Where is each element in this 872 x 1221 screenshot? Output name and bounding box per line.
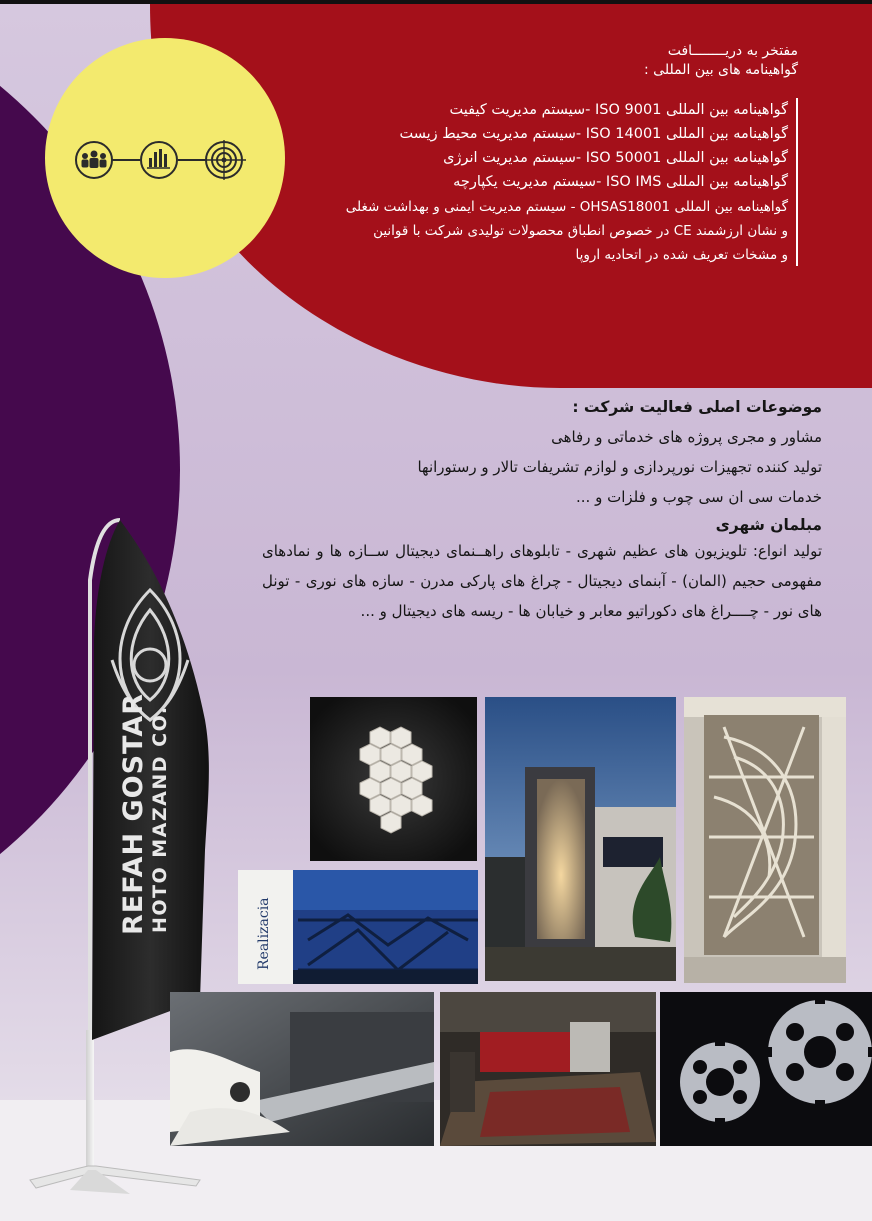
brand-line-2: HOTO MAZAND CO. — [149, 705, 171, 933]
award-ce: و نشان ارزشمند CE در خصوص انطباق محصولات تولیدی شرکت با قوانین — [373, 223, 788, 239]
activities-heading: موضوعات اصلی فعالیت شرکت : — [572, 398, 822, 416]
activity-line: مشاور و مجری پروژه های خدماتی و رفاهی — [551, 428, 822, 446]
awards-section — [278, 42, 798, 266]
brand-line-1: REFAH GOSTAR — [118, 692, 149, 935]
flag-brand-text — [118, 693, 171, 935]
awards-intro-1: مفتخر به دریــــــــافت — [667, 43, 798, 59]
urban-furniture-text: تولید انواع: تلویزیون های عظیم شهری - تابلوهای راهــنمای دیجیتال ســازه ها و نمادهای مفهومی حجیم (المان) - آبنمای دیجیتال - چراغ های پارکی مدرن - سازه های نوری - تونل های نور - چــــراغ های دکوراتیو معابر و خیابان ها - ریسه های دیجیتال و ... — [262, 542, 822, 620]
activity-line: خدمات سی ان سی چوب و فلزات و ... — [576, 488, 822, 506]
photo-metal-gears — [660, 992, 872, 1146]
award-item: گواهینامه بین المللی ISO 14001 -سیستم مدیریت محیط زیست — [399, 126, 788, 142]
photo-balcony-railing — [238, 870, 478, 984]
awards-list — [278, 98, 798, 266]
photo-building-facade — [485, 697, 676, 981]
award-item: گواهینامه بین المللی ISO 50001 -سیستم مدیریت انرژی — [443, 150, 788, 166]
award-ohsas: گواهینامه بین المللی OHSAS18001 - سیستم مدیریت ایمنی و بهداشت شغلی — [345, 199, 788, 215]
photo-hexagon-tiles — [310, 697, 477, 861]
photo-laser-cut-door — [684, 697, 846, 983]
award-item: گواهینامه بین المللی ISO 9001 -سیستم مدیریت کیفیت — [449, 102, 788, 118]
photo-cnc-laser-machine — [440, 992, 656, 1146]
awards-intro-2: گواهینامه های بین المللی : — [644, 62, 798, 78]
activities-section — [262, 398, 822, 626]
photo-metal-bending — [170, 992, 434, 1146]
urban-heading: مبلمان شهری — [715, 516, 822, 534]
award-ce-2: و مشخات تعریف شده در اتحادیه اروپا — [575, 247, 788, 263]
balcony-sign-text: Realizacia — [256, 897, 272, 970]
award-item: گواهینامه بین المللی ISO IMS -سیستم مدیریت یکپارچه — [453, 174, 788, 190]
activity-line: تولید کننده تجهیزات نورپردازی و لوازم تشریفات تالار و رستورانها — [417, 458, 822, 476]
